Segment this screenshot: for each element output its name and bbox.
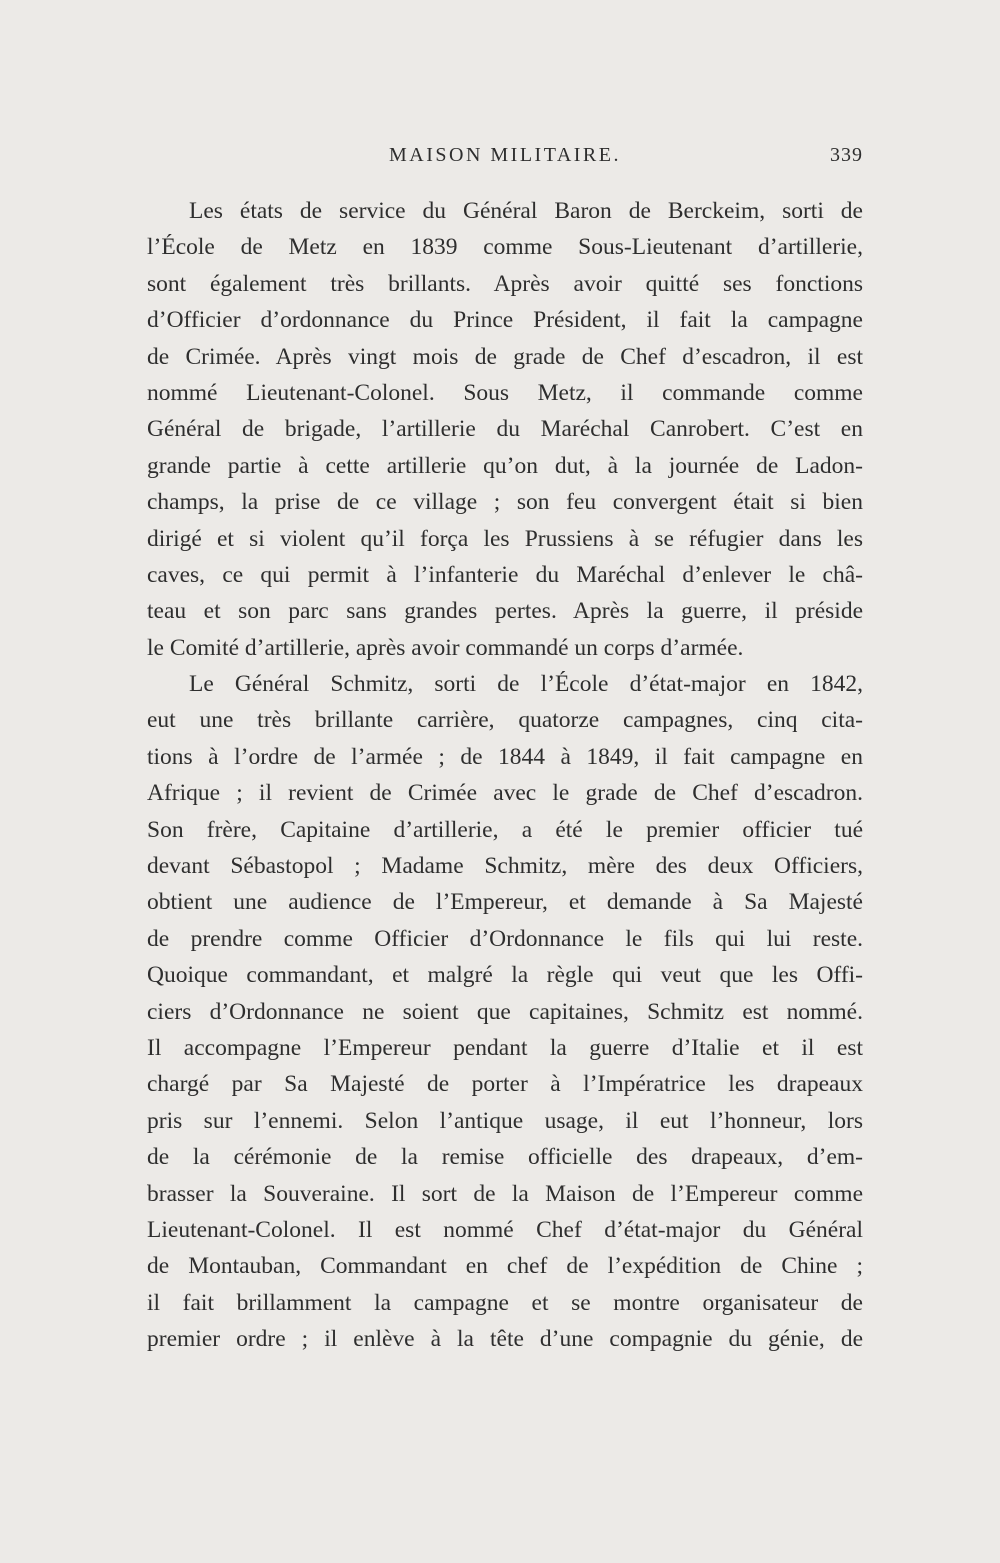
text-line: Les états de service du Général Baron de Berckeim, sorti de (189, 198, 863, 224)
text-line: Quoique commandant, et malgré la règle qui veut que les Offi- (147, 962, 863, 989)
text-line: obtient une audience de l’Empereur, et demande à Sa Majesté (147, 889, 863, 916)
text-line: chargé par Sa Majesté de porter à l’Impératrice les drapeaux (147, 1071, 863, 1098)
text-line: de la cérémonie de la remise officielle des drapeaux, d’em- (147, 1144, 863, 1171)
text-line: d’Officier d’ordonnance du Prince Président, il fait la campagne (147, 307, 863, 334)
text-line: dirigé et si violent qu’il força les Prussiens à se réfugier dans les (147, 525, 863, 552)
text-line: ciers d’Ordonnance ne soient que capitaines, Schmitz est nommé. (147, 998, 863, 1025)
text-line: l’École de Metz en 1839 comme Sous-Lieutenant d’artillerie, (147, 234, 863, 261)
text-line: de Montauban, Commandant en chef de l’expédition de Chine ; (147, 1253, 863, 1280)
text-line: Lieutenant-Colonel. Il est nommé Chef d’état-major du Général (147, 1216, 863, 1243)
text-line: Son frère, Capitaine d’artillerie, a été le premier officier tué (147, 816, 863, 843)
text-line: il fait brillamment la campagne et se montre organisateur de (147, 1289, 863, 1316)
text-line: Le Général Schmitz, sorti de l’École d’état-major en 1842, (189, 671, 863, 698)
text-line: teau et son parc sans grandes pertes. Après la guerre, il préside (147, 598, 863, 625)
running-title: MAISON MILITAIRE. (389, 144, 621, 166)
text-line: caves, ce qui permit à l’infanterie du Maréchal d’enlever le châ- (147, 561, 863, 588)
page-header (147, 142, 863, 174)
text-line: pris sur l’ennemi. Selon l’antique usage, il eut l’honneur, lors (147, 1107, 863, 1134)
text-line: Général de brigade, l’artillerie du Maréchal Canrobert. C’est en (147, 416, 863, 443)
page-number: 339 (830, 144, 863, 166)
text-line: de prendre comme Officier d’Ordonnance le fils qui lui reste. (147, 925, 863, 952)
text-line: nommé Lieutenant-Colonel. Sous Metz, il commande comme (147, 379, 863, 406)
text-line: eut une très brillante carrière, quatorze campagnes, cinq cita- (147, 707, 863, 734)
text-line: Il accompagne l’Empereur pendant la guerre d’Italie et il est (147, 1034, 863, 1061)
text-line: Afrique ; il revient de Crimée avec le grade de Chef d’escadron. (147, 780, 863, 807)
text-line: champs, la prise de ce village ; son feu convergent était si bien (147, 489, 863, 516)
text-line: grande partie à cette artillerie qu’on dut, à la journée de Ladon- (147, 452, 863, 479)
text-line: sont également très brillants. Après avoir quitté ses fonctions (147, 270, 863, 297)
body-text (147, 193, 863, 1358)
text-line: le Comité d’artillerie, après avoir commandé un corps d’armée. (147, 634, 744, 661)
text-line: tions à l’ordre de l’armée ; de 1844 à 1849, il fait campagne en (147, 743, 863, 770)
text-line: brasser la Souveraine. Il sort de la Maison de l’Empereur comme (147, 1180, 863, 1207)
text-line: de Crimée. Après vingt mois de grade de Chef d’escadron, il est (147, 343, 863, 370)
text-line: devant Sébastopol ; Madame Schmitz, mère des deux Officiers, (147, 853, 863, 880)
text-line: premier ordre ; il enlève à la tête d’une compagnie du génie, de (147, 1326, 863, 1353)
